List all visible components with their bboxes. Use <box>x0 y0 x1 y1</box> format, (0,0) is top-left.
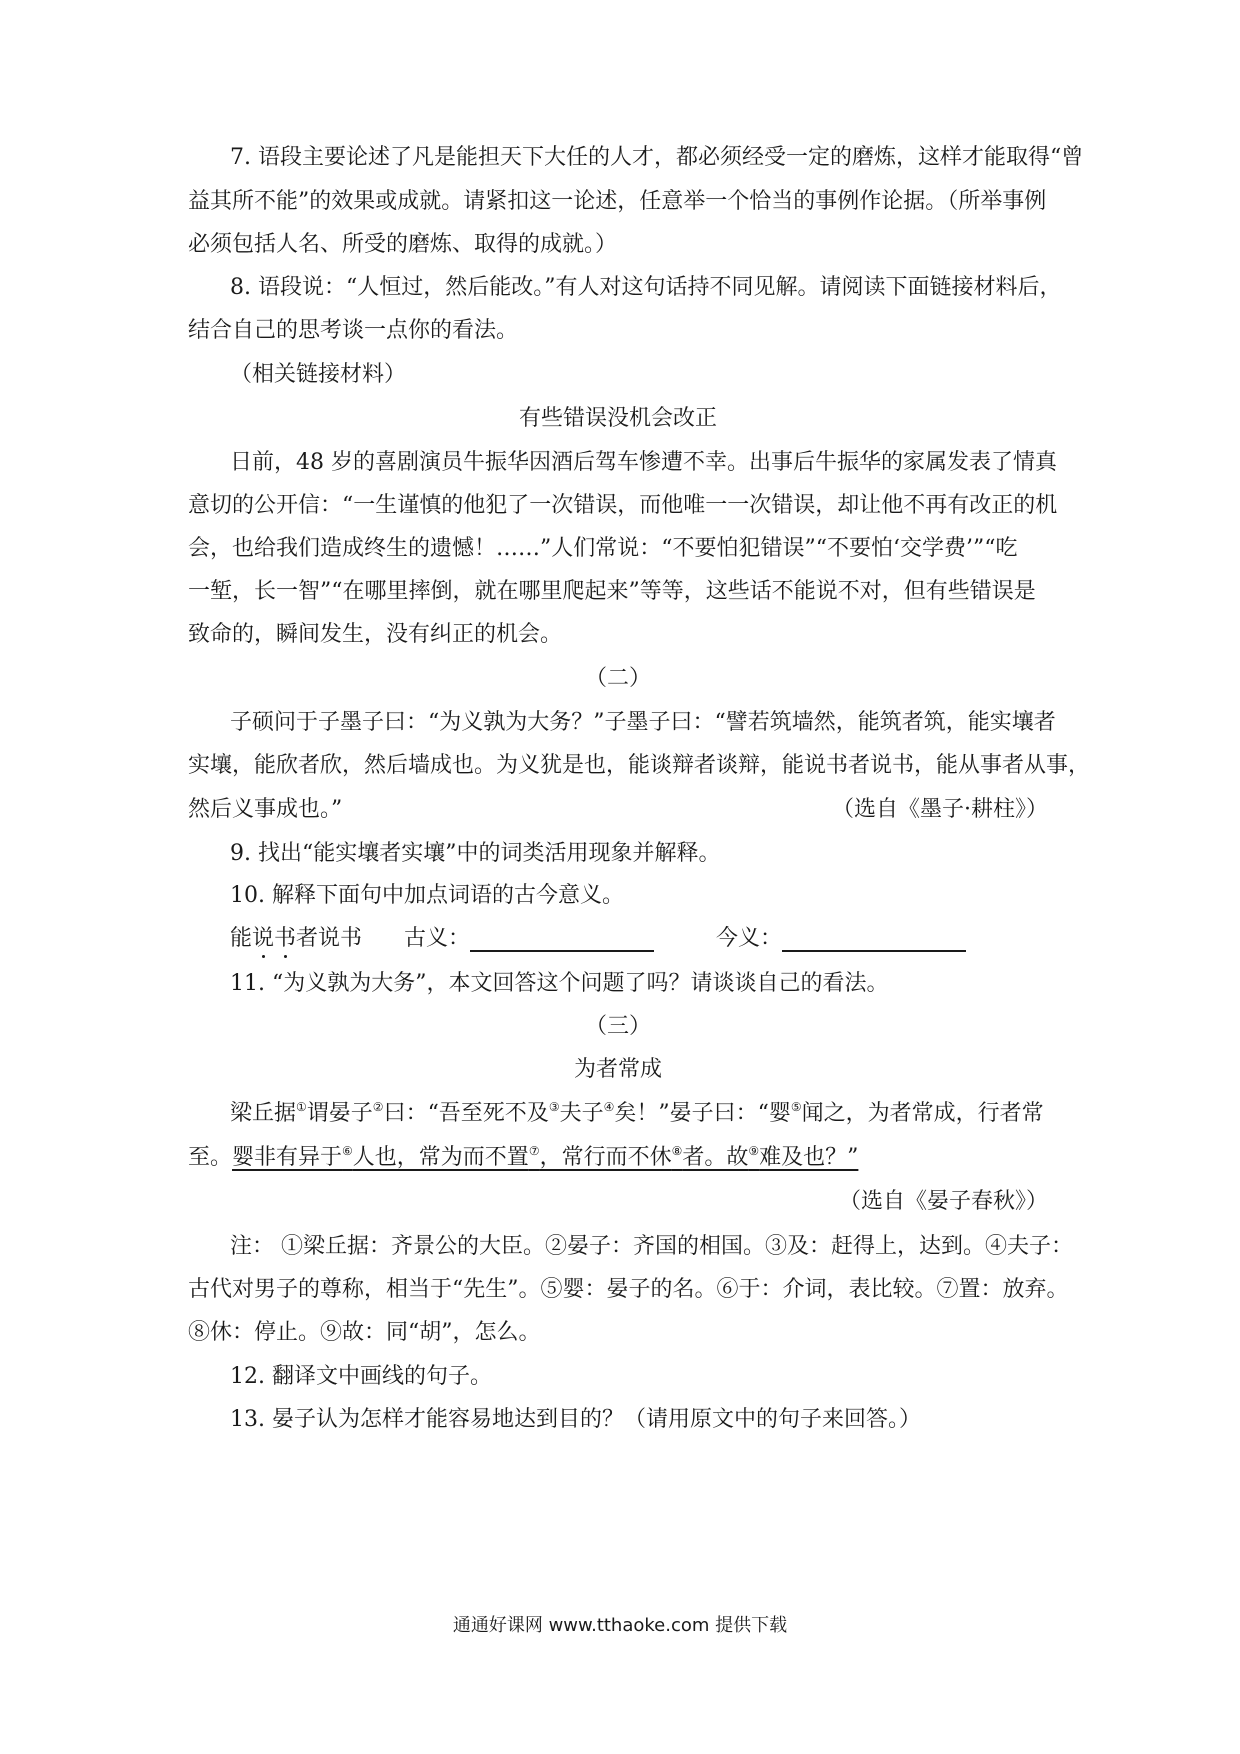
notes-line-3: ⑧休：停止。⑨故：同“胡”，怎么。 <box>188 1320 541 1345</box>
passage-3-line-2 <box>188 1143 1048 1173</box>
text-run: 矣！”晏子曰：“婴 <box>614 1101 791 1126</box>
question-7-line-2: 益其所不能”的效果或成就。请紧扣这一论述，任意举一个恰当的事例作论据。（所举事例 <box>188 189 1047 214</box>
modern-meaning-label: 今义： <box>716 926 783 951</box>
link-body-line-2: 意切的公开信：“一生谨慎的他犯了一次错误，而他唯一一次错误，却让他不再有改正的机 <box>188 493 1058 518</box>
text-run: 梁丘据 <box>230 1101 297 1126</box>
text-run: 婴非有异于 <box>232 1145 343 1170</box>
passage-2-line-3: 然后义事成也。” <box>188 797 343 822</box>
question-11: 11. “为义孰为大务”，本文回答这个问题了吗？请谈谈自己的看法。 <box>230 971 889 996</box>
ancient-meaning-label: 古义： <box>404 926 471 951</box>
passage-3-title: 为者常成 <box>573 1057 662 1082</box>
passage-3-line-1 <box>230 1099 1048 1129</box>
question-10-fill-row <box>230 924 1048 954</box>
question-12: 12. 翻译文中画线的句子。 <box>230 1364 492 1389</box>
passage-2-line-1: 子硕问于子墨子曰：“为义孰为大务？”子墨子曰：“譬若筑墙然，能筑者筑，能实壤者 <box>230 710 1056 735</box>
note-mark: ⑦ <box>528 1144 540 1158</box>
text-run: 曰：“吾至死不及 <box>383 1101 549 1126</box>
section-2-heading: （二） <box>584 666 651 691</box>
note-mark: ⑥ <box>342 1144 353 1158</box>
note-mark: ⑧ <box>671 1144 683 1158</box>
link-body-line-5: 致命的，瞬间发生，没有纠正的机会。 <box>188 622 563 647</box>
phrase-post: 者说书 <box>296 926 363 951</box>
modern-meaning-group <box>716 924 966 954</box>
text-run: 者。故 <box>682 1145 749 1170</box>
note-mark: ⑨ <box>748 1144 760 1158</box>
question-8-line-1: 8. 语段说：“人恒过，然后能改。”有人对这句话持不同见解。请阅读下面链接材料后， <box>230 275 1062 300</box>
passage-3-source: （选自《晏子春秋》） <box>838 1189 1048 1214</box>
text-run: 人也，常为而不置 <box>352 1145 529 1170</box>
dotted-char-2: 书 <box>274 926 297 951</box>
notes-line-1: 注： ①梁丘据：齐景公的大臣。②晏子：齐国的相国。③及：赶得上，达到。④夫子： <box>230 1234 1073 1259</box>
ancient-meaning-blank[interactable] <box>470 926 654 952</box>
note-mark: ⑤ <box>790 1100 802 1114</box>
text-run: 谓晏子 <box>306 1101 373 1126</box>
underlined-sentence <box>232 1145 858 1170</box>
link-body-line-1: 日前，48 岁的喜剧演员牛振华因酒后驾车惨遭不幸。出事后牛振华的家属发表了情真 <box>230 450 1057 475</box>
section-3-heading: （三） <box>584 1014 651 1039</box>
link-material-label: （相关链接材料） <box>230 362 407 387</box>
question-7-line-1: 7. 语段主要论述了凡是能担天下大任的人才，都必须经受一定的磨炼，这样才能取得“曾 <box>230 145 1084 170</box>
phrase-with-dots <box>230 926 362 951</box>
link-body-line-4: 一堑，长一智”“在哪里摔倒，就在哪里爬起来”等等，这些话不能说不对，但有些错误是 <box>188 579 1036 604</box>
link-body-line-3: 会，也给我们造成终生的遗憾！……”人们常说：“不要怕犯错误”“不要怕‘交学费’”“吃 <box>188 536 1018 561</box>
question-10-prompt: 10. 解释下面句中加点词语的古今意义。 <box>230 883 624 908</box>
note-mark: ② <box>372 1100 384 1114</box>
dotted-char-1: 说 <box>252 926 275 951</box>
ancient-meaning-group <box>404 924 654 954</box>
note-mark: ③ <box>548 1100 560 1114</box>
text-run: 难及也？” <box>759 1145 859 1170</box>
text-run: 夫子 <box>559 1101 604 1126</box>
modern-meaning-blank[interactable] <box>782 926 966 952</box>
text-run: 至。 <box>188 1145 233 1170</box>
note-mark: ① <box>296 1100 307 1114</box>
text-run: 闻之，为者常成，行者常 <box>801 1101 1044 1126</box>
question-9: 9. 找出“能实壤者实壤”中的词类活用现象并解释。 <box>230 841 721 866</box>
question-13: 13. 晏子认为怎样才能容易地达到目的？（请用原文中的句子来回答。） <box>230 1407 921 1432</box>
question-7-line-3: 必须包括人名、所受的磨炼、取得的成就。） <box>188 232 618 257</box>
link-material-title: 有些错误没机会改正 <box>518 406 717 431</box>
phrase-pre: 能 <box>230 926 253 951</box>
note-mark: ④ <box>603 1100 615 1114</box>
passage-2-line-2: 实壤，能欣者欣，然后墙成也。为义犹是也，能谈辩者谈辩，能说书者说书，能从事者从事， <box>188 753 1091 778</box>
passage-2-source: （选自《墨子·耕柱》） <box>832 797 1048 822</box>
notes-line-2: 古代对男子的尊称，相当于“先生”。⑤婴：晏子的名。⑥于：介词，表比较。⑦置：放弃。 <box>188 1277 1069 1302</box>
page-footer: 通通好课网 www.tthaoke.com 提供下载 <box>452 1615 788 1636</box>
text-run: ，常行而不休 <box>539 1145 672 1170</box>
question-8-line-2: 结合自己的思考谈一点你的看法。 <box>188 318 519 343</box>
